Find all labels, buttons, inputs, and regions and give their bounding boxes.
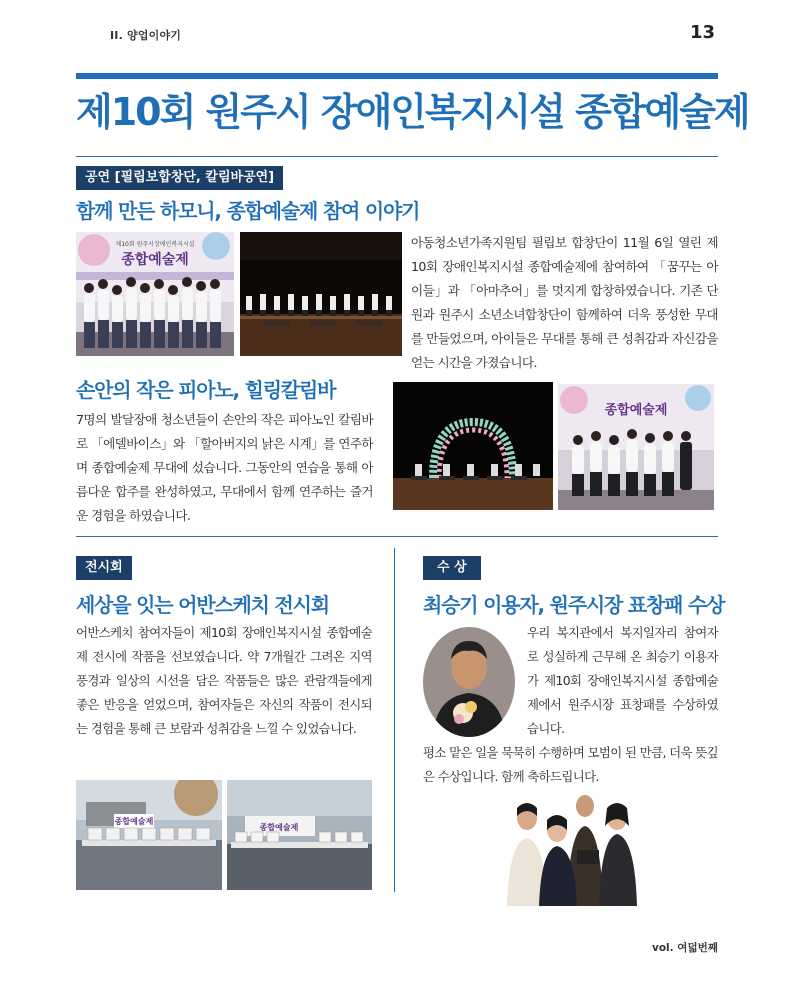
footer-volume: vol. 여덟번째 xyxy=(652,942,718,954)
section-tag-exhibition: 전시회 xyxy=(76,556,132,580)
exhibition-banner-text-2: 종합예술제 xyxy=(259,823,299,832)
kalimba-stage-photo xyxy=(393,382,553,510)
article-title-award: 최승기 이용자, 원주시장 표창패 수상 xyxy=(423,593,725,617)
exhibition-photo-1 xyxy=(76,780,222,890)
article-body-choir: 아동청소년가족지원팀 필립보 합창단이 11월 6일 열린 제10회 장애인복지시설 종합예술제에 참여하여 「꿈꾸는 아이들」과 「아마추어」를 멋지게 합창하였습니다. 기존 단원과 원주시 소년소녀합창단이 함께하여 더욱 풍성한 무대를 만들었으며, 아이들은 무대를 통해 큰 성취감과 자신감을 얻는 시간을 가졌습니다. xyxy=(411,235,718,370)
banner-title-text-2: 종합예술제 xyxy=(604,403,668,418)
exhibition-photo-2 xyxy=(227,780,372,890)
award-recipient-portrait xyxy=(423,627,515,737)
top-rule xyxy=(76,73,718,79)
section-divider xyxy=(76,536,718,537)
column-divider xyxy=(394,548,395,892)
article-body-award: 평소 맡은 일을 묵묵히 수행하며 모범이 된 만큼, 더욱 뜻깊은 수상입니다. 함께 축하드립니다. xyxy=(423,745,718,784)
award-group-photo xyxy=(487,790,643,906)
choir-group-photo xyxy=(76,232,234,356)
article-body-exhibition: 어반스케치 참여자들이 제10회 장애인복지시설 종합예술제 전시에 작품을 선보였습니다. 약 7개월간 그려온 지역 풍경과 일상의 시선을 담은 작품들은 많은 관람객들에게 좋은 반응을 얻었으며, 참여자들은 자신의 작품이 전시되는 경험을 통해 큰 보람과 성취감을 느낄 수 있었습니다. xyxy=(76,625,372,736)
article-title-kalimba: 손안의 작은 피아노, 힐링칼림바 xyxy=(76,378,336,402)
article-title-choir: 함께 만든 하모니, 종합예술제 참여 이야기 xyxy=(76,199,420,223)
page-number: 13 xyxy=(690,22,716,43)
article-body-kalimba: 7명의 발달장애 청소년들이 손안의 작은 피아노인 칼림바로 「에델바이스」와 「할아버지의 낡은 시계」를 연주하며 종합예술제 무대에 섰습니다. 그동안의 연습을 통해 아름다운 합주를 완성하였고, 무대에서 함께 연주하는 즐거운 경험을 하였습니다. xyxy=(76,412,373,523)
section-tag-performance: 공연 [필립보합창단, 칼림바공연] xyxy=(76,166,283,190)
banner-small-text: 제10회 원주시장애인복지시설 xyxy=(115,241,195,248)
banner-title-text: 종합예술제 xyxy=(121,252,189,268)
kalimba-group-photo xyxy=(558,384,714,510)
page-title: 제10회 원주시 장애인복지시설 종합예술제 xyxy=(76,90,749,134)
choir-stage-photo xyxy=(240,232,402,356)
section-tag-award: 수 상 xyxy=(423,556,481,580)
title-rule xyxy=(76,156,718,157)
exhibition-banner-text: 종합예술제 xyxy=(114,817,154,826)
article-title-exhibition: 세상을 잇는 어반스케치 전시회 xyxy=(76,593,329,617)
section-label: II. 양업이야기 xyxy=(110,29,182,42)
article-body-award-wrap: 우리 복지관에서 복지일자리 참여자로 성실하게 근무해 온 최승기 이용자가 제10회 장애인복지시설 종합예술제에서 원주시장 표창패를 수상하였습니다. xyxy=(527,625,718,736)
